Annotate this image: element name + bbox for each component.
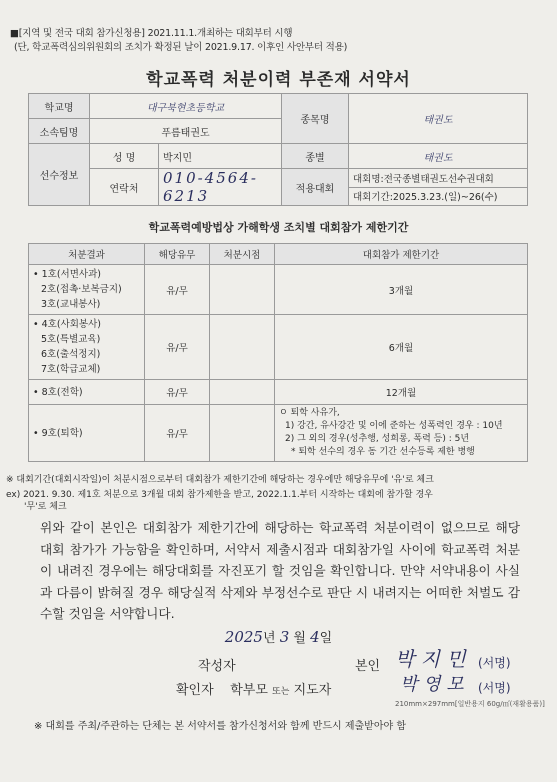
paper-size-note: 210mm×297mm[일반용지 60g/㎡(재활용품)] [395,700,545,708]
time-cell [210,380,275,405]
info-table [28,93,528,206]
period-cell: 12개월 [275,380,528,405]
header-time: 처분시점 [210,244,275,265]
header-line-1: ■[지역 및 전국 대회 참가신청용] 2021.11.1.개최하는 대회부터 시행 [10,28,293,39]
contact-value: 010-4564-6213 [159,169,282,206]
measure-item: • 1호(서면사과) [33,269,101,280]
table-row [29,315,528,380]
confirmer-line [176,679,331,698]
player-info-label: 선수정보 [29,144,90,206]
measure-item: 5호(특별교육) [41,334,101,345]
confirmer-seal: (서명) [478,681,511,695]
period-cell: 3개월 [275,265,528,315]
result-cell [29,315,145,380]
measure-item: • 4호(사회봉사) [33,319,101,330]
expulsion-note: ㅇ 퇴학 사유가, [279,408,340,418]
measure-item: • 9호(퇴학) [33,427,83,439]
period-cell: 6개월 [275,315,528,380]
name-label: 성 명 [90,144,159,169]
final-note: ※ 대회를 주최/주관하는 단체는 본 서약서를 참가신청서와 함께 반드시 제출받아야 함 [34,721,406,732]
sport-label: 종목명 [282,94,349,144]
header-period: 대회참가 제한기간 [275,244,528,265]
contact-label: 연락처 [90,169,159,206]
self-label: 본인 [355,659,381,674]
date-year-unit: 년 [262,631,276,646]
period-cell [275,405,528,462]
applicable-cell: 유/무 [145,380,210,405]
or-label: 또는 [272,687,290,697]
measure-item: 3호(교내봉사) [41,299,101,310]
table-row [29,265,528,315]
footnote-3: '무'로 체크 [24,502,67,512]
event-value: 태권도 [349,144,528,169]
measure-item: 7호(학급교체) [41,364,101,375]
author-label: 작성자 [198,659,236,674]
measure-item: • 8호(전학) [33,386,83,398]
header-applicable: 해당유무 [145,244,210,265]
date-month-unit: 월 [293,631,306,646]
applied-line-1: 대회명:전국종별태권도선수권대회 [349,169,528,188]
date-day: 4 [310,628,320,646]
table-row [29,405,528,462]
pledge-body: 위와 같이 본인은 대회참가 제한기간에 해당하는 학교폭력 처분이력이 없으므로 해당 대회 참가가 가능함을 확인하며, 서약서 제출시점과 대회참가일 사이에 학교폭력 처분이 내려진 경우에는 해당대회를 자진포기 할 것임을 확인합니다. 만약 서약내용이 사실과 다름이 밝혀질 경우 해당실적 삭제와 부정선수로 판단 시 내려지는 어떠한 처벌도 감수할 것임을 서약합니다. [40,520,520,622]
school-value: 대구북현초등학교 [90,94,282,119]
measure-item: 2호(접촉·보복금지) [41,284,122,295]
applied-line-2: 대회기간:2025.3.23.(일)~26(수) [349,187,528,206]
date-month: 3 [279,628,290,646]
footnote-2: ex) 2021. 9.30. 제1호 처분으로 3개월 대회 참가제한을 받고, 2022.1.1.부터 시작하는 대회에 참가할 경우 [6,490,433,500]
document-title: 학교폭력 처분이력 부존재 서약서 [146,70,411,90]
coach-label: 지도자 [293,683,332,698]
self-seal: (서명) [478,656,511,670]
result-cell [29,405,145,462]
table-row [29,380,528,405]
expulsion-note: * 퇴학 선수의 경우 동 기간 선수등록 제한 병행 [291,447,475,457]
sport-value: 태권도 [349,94,528,144]
applicable-cell: 유/무 [145,315,210,380]
result-cell [29,380,145,405]
confirmer-label: 확인자 [176,683,214,698]
result-cell [29,265,145,315]
time-cell [210,405,275,462]
restriction-table [28,243,528,462]
event-label: 종별 [282,144,349,169]
header-result: 처분결과 [29,244,145,265]
time-cell [210,265,275,315]
applicable-cell: 유/무 [145,265,210,315]
restriction-subtitle: 학교폭력예방법상 가해학생 조치별 대회참가 제한기간 [148,221,409,234]
team-label: 소속팀명 [29,119,90,144]
team-value: 푸름태권도 [90,119,282,144]
parent-label: 학부모 [230,683,268,698]
school-label: 학교명 [29,94,90,119]
confirmer-signature: 박 영 모 [400,674,464,695]
self-signature: 박 지 민 [395,647,466,671]
time-cell [210,315,275,380]
date-year: 2025 [224,628,263,646]
header-line-2: (단, 학교폭력심의위원회의 조치가 확정된 날이 2021.9.17. 이후인 사안부터 적용) [14,42,348,53]
footnote-1: ※ 대회기간(대회시작일)이 처분시점으로부터 대회참가 제한기간에 해당하는 경우에만 해당유무에 '유'로 체크 [6,475,434,485]
measure-item: 6호(출석정지) [41,349,101,360]
date-day-unit: 일 [319,631,333,646]
pledge-date [0,627,557,646]
expulsion-note: 1) 강간, 유사강간 및 이에 준하는 성폭력인 경우 : 10년 [285,421,503,431]
applied-label: 적용대회 [282,169,349,206]
applicable-cell: 유/무 [145,405,210,462]
expulsion-note: 2) 그 외의 경우(성추행, 성희롱, 폭력 등) : 5년 [285,434,470,444]
name-value: 박지민 [159,144,282,169]
